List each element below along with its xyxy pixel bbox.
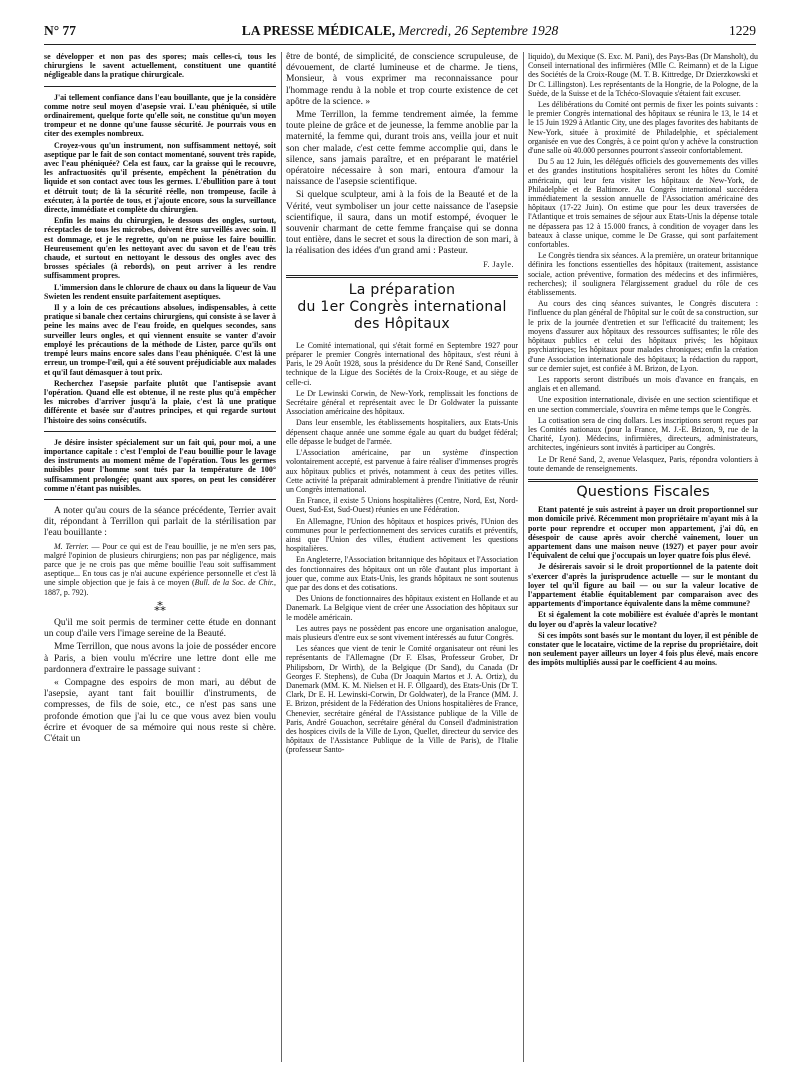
paragraph: Si ces impôts sont basés sur le montant du loyer, il est pénible de constater que le locataire, victime de la reprise du propriétaire, doit non seulement payer ailleurs un loyer 4 fois plus élevé, mais encore des impôts multipliés aussi par le coefficient 4 au moins.	[528, 630, 758, 668]
paragraph: Des Unions de fonctionnaires des hôpitaux existent en Hollande et au Danemark. La Belgique vient de créer une Association des hôpitaux sur le modèle américain.	[286, 594, 518, 622]
paragraph: se développer et non pas des spores; mais celles-ci, tous les chirurgiens le savent actuellement, constituent une quantité négligeable dans la pratique chirurgicale.	[44, 52, 276, 80]
column-divider	[281, 52, 282, 1062]
paragraph: Qu'il me soit permis de terminer cette étude en donnant un coup d'aile vers l'image sereine de la Beauté.	[44, 617, 276, 640]
paragraph: Recherchez l'asepsie parfaite plutôt que l'antisepsie avant l'opération. Quand elle est obtenue, il ne reste plus qu'à empêcher les microbes d'arriver jusqu'à la plaie, c'est là une pratique différente et basée sur d'autres principes, et qui regarde surtout l'histoire des soins consécutifs.	[44, 378, 276, 425]
column-2	[286, 52, 518, 757]
paragraph: Croyez-vous qu'un instrument, non suffisamment nettoyé, soit aseptique par le fait de son contact momentané, souvent très rapide, avec l'eau phéniquée? Cela est faux, car la graisse qui le recouvre, les anfractuosités qu'il présente, empêchent la pénétration du liquide et son contact avec tous les germes. L'ébullition pare à tout et détruit tout; de là la sécurité réelle, non trompeuse, facile à exécuter, à la portée de tous, et j'ajoute encore, sous la surveillance directe, immédiate et complète du chirurgien.	[44, 140, 276, 215]
paragraph: Les séances que vient de tenir le Comité organisateur ont réuni les représentants de l'Allemagne (Dr F. Elsas, Professeur Grober, Dr Philipsborn, Dr Wirth), de la Belgique (Dr Sand), du Canada (Dr Georges F. Stephens), de Cuba (Dr Joaquin Martos et J. A. Ortiz), du Danemark (MM. K. M. Nielsen et H. F. Ollgaard), des Etats-Unis (Dr T. Clark, Dr E. H. Lewinski-Corwin, Dr Goldwater), de la France (MM. J. E. Brizon, président de la Fédération des Unions hospitalières de France, Chenevier, secrétaire général de l'Assistance publique de la Ville de Paris, André Gouachon, secrétaire général du Conseil d'administration des hospices civils de la Ville de Lyon, Quellet, directeur du service des hôpitaux de l'Assistance Publique de la Ville de Paris), de l'Italie (professeur Santo-	[286, 644, 518, 755]
section-stars: ⁂	[154, 599, 166, 614]
citation-paragraph	[44, 542, 276, 597]
paragraph: Le Comité international, qui s'était formé en Septembre 1927 pour préparer le premier Congrès international des hôpitaux, s'est réuni à Paris, le 29 Août 1928, sous la présidence du Dr René Sand, Conseiller technique de la Ligue des Sociétés de la Croix-Rouge, et au siège de celle-ci.	[286, 340, 518, 387]
paragraph: Du 5 au 12 Juin, les délégués officiels des gouvernements des villes et des grandes institutions hospitalières seront les hôtes du Comité américain, qui leur fera visiter les hôpitaux de New-York, de Philadelphie et de Baltimore. Au Congrès international succédera immédiatement la session annuelle de l'Association américaine des hôpitaux (17-22 Juin). On estime que pour les deux traversées de l'Atlantique et trois semaines de séjour aux Etats-Unis la dépense totale ne dépassera pas 12 à 15.000 francs, à condition de voyager dans les bateaux à classe unique, comme le De Grasse, qui sont parfaitement confortables.	[528, 157, 758, 250]
citation-text: — Pour ce qui est de l'eau bouillie, je ne m'en sers pas, malgré l'opinion de plusieurs chirurgiens; non pas par négligence, mais parce que je ne crois pas que même bouillie l'eau soit suffisamment aseptique... En tous cas je n'ai aucune expérience personnelle et c'est là une simple objection que je fais à ce moyen (	[44, 541, 276, 588]
fiscal-section-title: Questions Fiscales	[576, 483, 710, 500]
paragraph: Je désire insister spécialement sur un fait qui, pour moi, a une importance capitale : c'est l'emploi de l'eau bouillie pour le lavage des instruments au moment même de l'opération. Tous les germes nuisibles pour l'homme sont tués par la température de 100° suffisamment prolongée; quant aux spores, on peut les considérer comme n'étant pas nuisibles.	[44, 437, 276, 493]
paragraph: Etant patenté je suis astreint à payer un droit proportionnel sur mon domicile privé. Récemment mon propriétaire m'ayant mis à la porte pour reprendre et occuper mon appartement, j'ai dû, en désespoir de cause après avoir cherché vainement, louer un appartement dans une maison neuve (1927) et payer pour avoir l'équivalent de celui que j'occupais un loyer quatre fois plus élevé.	[528, 505, 758, 561]
paragraph: Je désirerais savoir si le droit proportionnel de la patente doit s'exercer d'après la jurisprudence actuelle — sur le montant du loyer tel qu'il figure au bail — ou sur la valeur locative de l'appartement établie équitablement par comparaison avec des appartements d'importance équivalente dans la même commune?	[528, 562, 758, 609]
paragraph: « Compagne des espoirs de mon mari, au début de l'asepsie, ayant tant fait bouillir d'instruments, de compresses, de fils de soie, etc., ce n'est pas sans une profonde émotion que j'ai lu ce que vous avez bien voulu écrire et évoquer de sa mémoire qui nous reste si chère. C'était un	[44, 677, 276, 744]
paragraph: Mme Terrillon, la femme tendrement aimée, la femme toute pleine de grâce et de jeunesse, la femme anoblie par la maternité, la femme qui, durant trois ans, veilla jour et nuit son cher malade, c'est cette femme accomplie qui, dans le silence, sans jamais paraître, et en préparant le matériel opératoire nécessaire à son mari, entoura d'amour la naissance de l'asepsie scientifique.	[286, 110, 518, 188]
paragraph: Enfin les mains du chirurgien, le dessous des ongles, surtout, réceptacles de tous les microbes, doivent être surveillés avec soin. Il est dommage, et je le regrette, qu'on ne puisse les faire bouillir. Heureusement qu'en les nettoyant avec du savon et de l'eau très chaude, et surtout en nettoyant le dessous des ongles avec des brosses spéciales (à rebords), on peut arriver à les rendre suffisamment propres.	[44, 216, 276, 281]
citation-speaker: M. Terrier.	[54, 541, 89, 551]
paragraph: Les rapports seront distribués un mois d'avance en français, en anglais et en allemand.	[528, 374, 758, 394]
paragraph: A noter qu'au cours de la séance précédente, Terrier avait dit, répondant à Terrillon qui parlait de la stérilisation par l'eau bouillante :	[44, 505, 276, 539]
paragraph: Et si également la cote mobilière est évaluée d'après le montant du loyer ou d'après la valeur locative?	[528, 610, 758, 629]
column-1	[44, 52, 276, 747]
paragraph: L'Association américaine, par un système d'inspection volontairement accepté, est parvenue à faire réaliser d'immenses progrès aux hôpitaux publics et privés, notamment à ceux des petites villes. Cette activité la préparait admirablement à prendre l'initiative de réunir un Congrès international.	[286, 448, 518, 494]
issue-date: Mercredi, 26 Septembre 1928	[398, 23, 559, 38]
column-3	[528, 52, 758, 670]
journal-masthead	[44, 23, 756, 39]
paragraph: Le Congrès tiendra six séances. A la première, un orateur britannique définira les fonctions essentielles des hôpitaux (traitement, assistance sociale, action préventive, formation des médecins et des infirmières, recherches); il soulignera l'élargissement graduel du rôle de ces établissements.	[528, 251, 758, 298]
article-title-line1: La préparation	[348, 281, 456, 298]
paragraph: Une exposition internationale, divisée en une section scientifique et en une section commerciale, s'ouvrira en même temps que le Congrès.	[528, 395, 758, 414]
paragraph: Il y a loin de ces précautions absolues, indispensables, à cette pratique si banale chez certains chirurgiens, qui consiste à se laver à peine les mains avec de l'eau froide, en quelques secondes, sans surveiller leurs ongles, et qui viennent ensuite se vanter d'avoir employé les précautions de la méthode de Lister, parce qu'ils ont trempé leurs mains encore sales dans l'eau phéniquée. C'est là une erreur, un trompe-l'œil, qui a été souvent préjudiciable aux malades et qu'il faut démasquer à tout prix.	[44, 303, 276, 377]
page-number: 1229	[729, 23, 756, 38]
separator	[286, 275, 518, 278]
page-header	[44, 20, 756, 45]
paragraph: Au cours des cinq séances suivantes, le Congrès discutera : l'influence du plan général de l'hôpital sur le coût de sa construction, sur le prix de la journée d'entretien et sur l'efficacité du traitement; les moyens d'assurer aux hôpitaux des ressources suffisantes; le rôle des hôpitaux publics et celui des hôpitaux privés; les hôpitaux psychiatriques; les hôpitaux pour malades chroniques; enfin la création d'une Association internationale des hôpitaux; la rédaction du rapport, sur ce dernier sujet, est confiée à M. Brizon, de Lyon.	[528, 299, 758, 373]
author-signature: F. Jayle.	[483, 259, 514, 269]
article-title-line2: du 1er Congrès international des Hôpitaux	[297, 298, 507, 332]
paragraph: Les délibérations du Comité ont permis de fixer les points suivants : le premier Congrès international des hôpitaux se réunira le 13, le 14 et le 15 Juin 1929 à Atlantic City, une des plages favorites des habitants de New-York, située à proximité de Philadelphie, et spécialement organisée en vue des Congrès, à ce point qu'on y achève la construction d'une salle où 40.000 personnes pourront s'asseoir confortablement.	[528, 100, 758, 156]
separator	[44, 86, 276, 87]
separator	[528, 479, 758, 482]
issue-number: N° 77	[44, 23, 77, 38]
citation-source: Bull. de la Soc. de Chir.	[194, 578, 275, 588]
separator	[44, 431, 276, 432]
paragraph: La cotisation sera de cinq dollars. Les inscriptions seront reçues par les Comités nationaux (pour la France, M. J.-E. Brizon, 9, rue de la Charité, Lyon). Médecins, infirmières, directeurs, administrateurs, architectes, ingénieurs sont invités à participer au Congrès.	[528, 415, 758, 453]
citation-ref: , 1887, p. 792).	[44, 578, 276, 597]
paragraph: En France, il existe 5 Unions hospitalières (Centre, Nord, Est, Nord-Ouest, Sud-Est, Sud-Ouest) réunies en une Fédération.	[286, 496, 518, 515]
journal-title: LA PRESSE MÉDICALE,	[241, 23, 396, 38]
paragraph: Les autres pays ne possèdent pas encore une organisation analogue, mais plusieurs d'entre eux se sont vivement intéressés au futur Congrès.	[286, 623, 518, 642]
paragraph: Si quelque sculpteur, ami à la fois de la Beauté et de la Vérité, veut symboliser un jour cette naissance de l'asepsie scientifique, il saura, dans un motif estompé, évoquer le souvenir charmant de cette femme française qui se donna tout entière, dans le secret et sous la direction de son mari, à la réalisation des idées d'un grand ami : Pasteur.	[286, 190, 518, 257]
paragraph: J'ai tellement confiance dans l'eau bouillante, que je la considère comme notre seul moyen d'asepsie vrai. L'eau phéniquée, si utile ordinairement, quelque forte qu'elle soit, ne constitue qu'un moyen trompeur et ne donne qu'une fausse sécurité. Je pourrais vous en citer des exemples nombreux.	[44, 92, 276, 139]
paragraph: Dans leur ensemble, les établissements hospitaliers, aux Etats-Unis dépensent chaque année une somme égale au quart du budget fédéral; elle dépasse le budget de l'armée.	[286, 418, 518, 446]
paragraph: En Allemagne, l'Union des hôpitaux et hospices privés, l'Union des communes pour le perfectionnement des services curatifs et préventifs, ainsi que l'Union des villes, étudient activement les questions hospitalières.	[286, 516, 518, 554]
paragraph: Le Dr Lewinski Corwin, de New-York, remplissait les fonctions de Secrétaire général et représentait avec le Dr Goldwater la puissante Association américaine des hôpitaux.	[286, 388, 518, 417]
paragraph: Le Dr René Sand, 2, avenue Velasquez, Paris, répondra volontiers à toute demande de renseignements.	[528, 454, 758, 473]
paragraph: liquido), du Mexique (S. Exc. M. Pani), des Pays-Bas (Dr Mansholt), du Conseil international des infirmières (Mlle C. Reimann) et de la Ligue des Sociétés de la Croix-Rouge (M. T. B. Kittredge, Dr Dzierzkowski et Dr C. Lillingston). Les représentants de la Hongrie, de la Pologne, de la Suède, de la Suisse et de la Tchéco-Slovaquie s'étaient fait excuser.	[528, 52, 758, 98]
paragraph: En Angleterre, l'Association britannique des hôpitaux et l'Association des fonctionnaires des hôpitaux ont un rôle d'autant plus important à jouer que, comme aux Etats-Unis, les grands hôpitaux ne sont soutenus que par des dons et des cotisations.	[286, 555, 518, 592]
paragraph: L'immersion dans le chlorure de chaux ou dans la liqueur de Vau Swieten les rendent ensuite parfaitement aseptiques.	[44, 282, 276, 301]
paragraph: être de bonté, de simplicité, de conscience scrupuleuse, de dévouement, de clarté lumineuse et de charme. Je tiens, Monsieur, à vous exprimer ma reconnaissance pour l'hommage rendu à la noble et trop courte existence de cet apôtre de la science. »	[286, 52, 518, 107]
separator	[44, 499, 276, 500]
column-divider	[523, 52, 524, 1062]
article-title	[286, 282, 518, 333]
paragraph: Mme Terrillon, que nous avons la joie de posséder encore à Paris, a bien voulu m'écrire une lettre dont elle me pardonnera d'extraire le passage suivant :	[44, 642, 276, 675]
